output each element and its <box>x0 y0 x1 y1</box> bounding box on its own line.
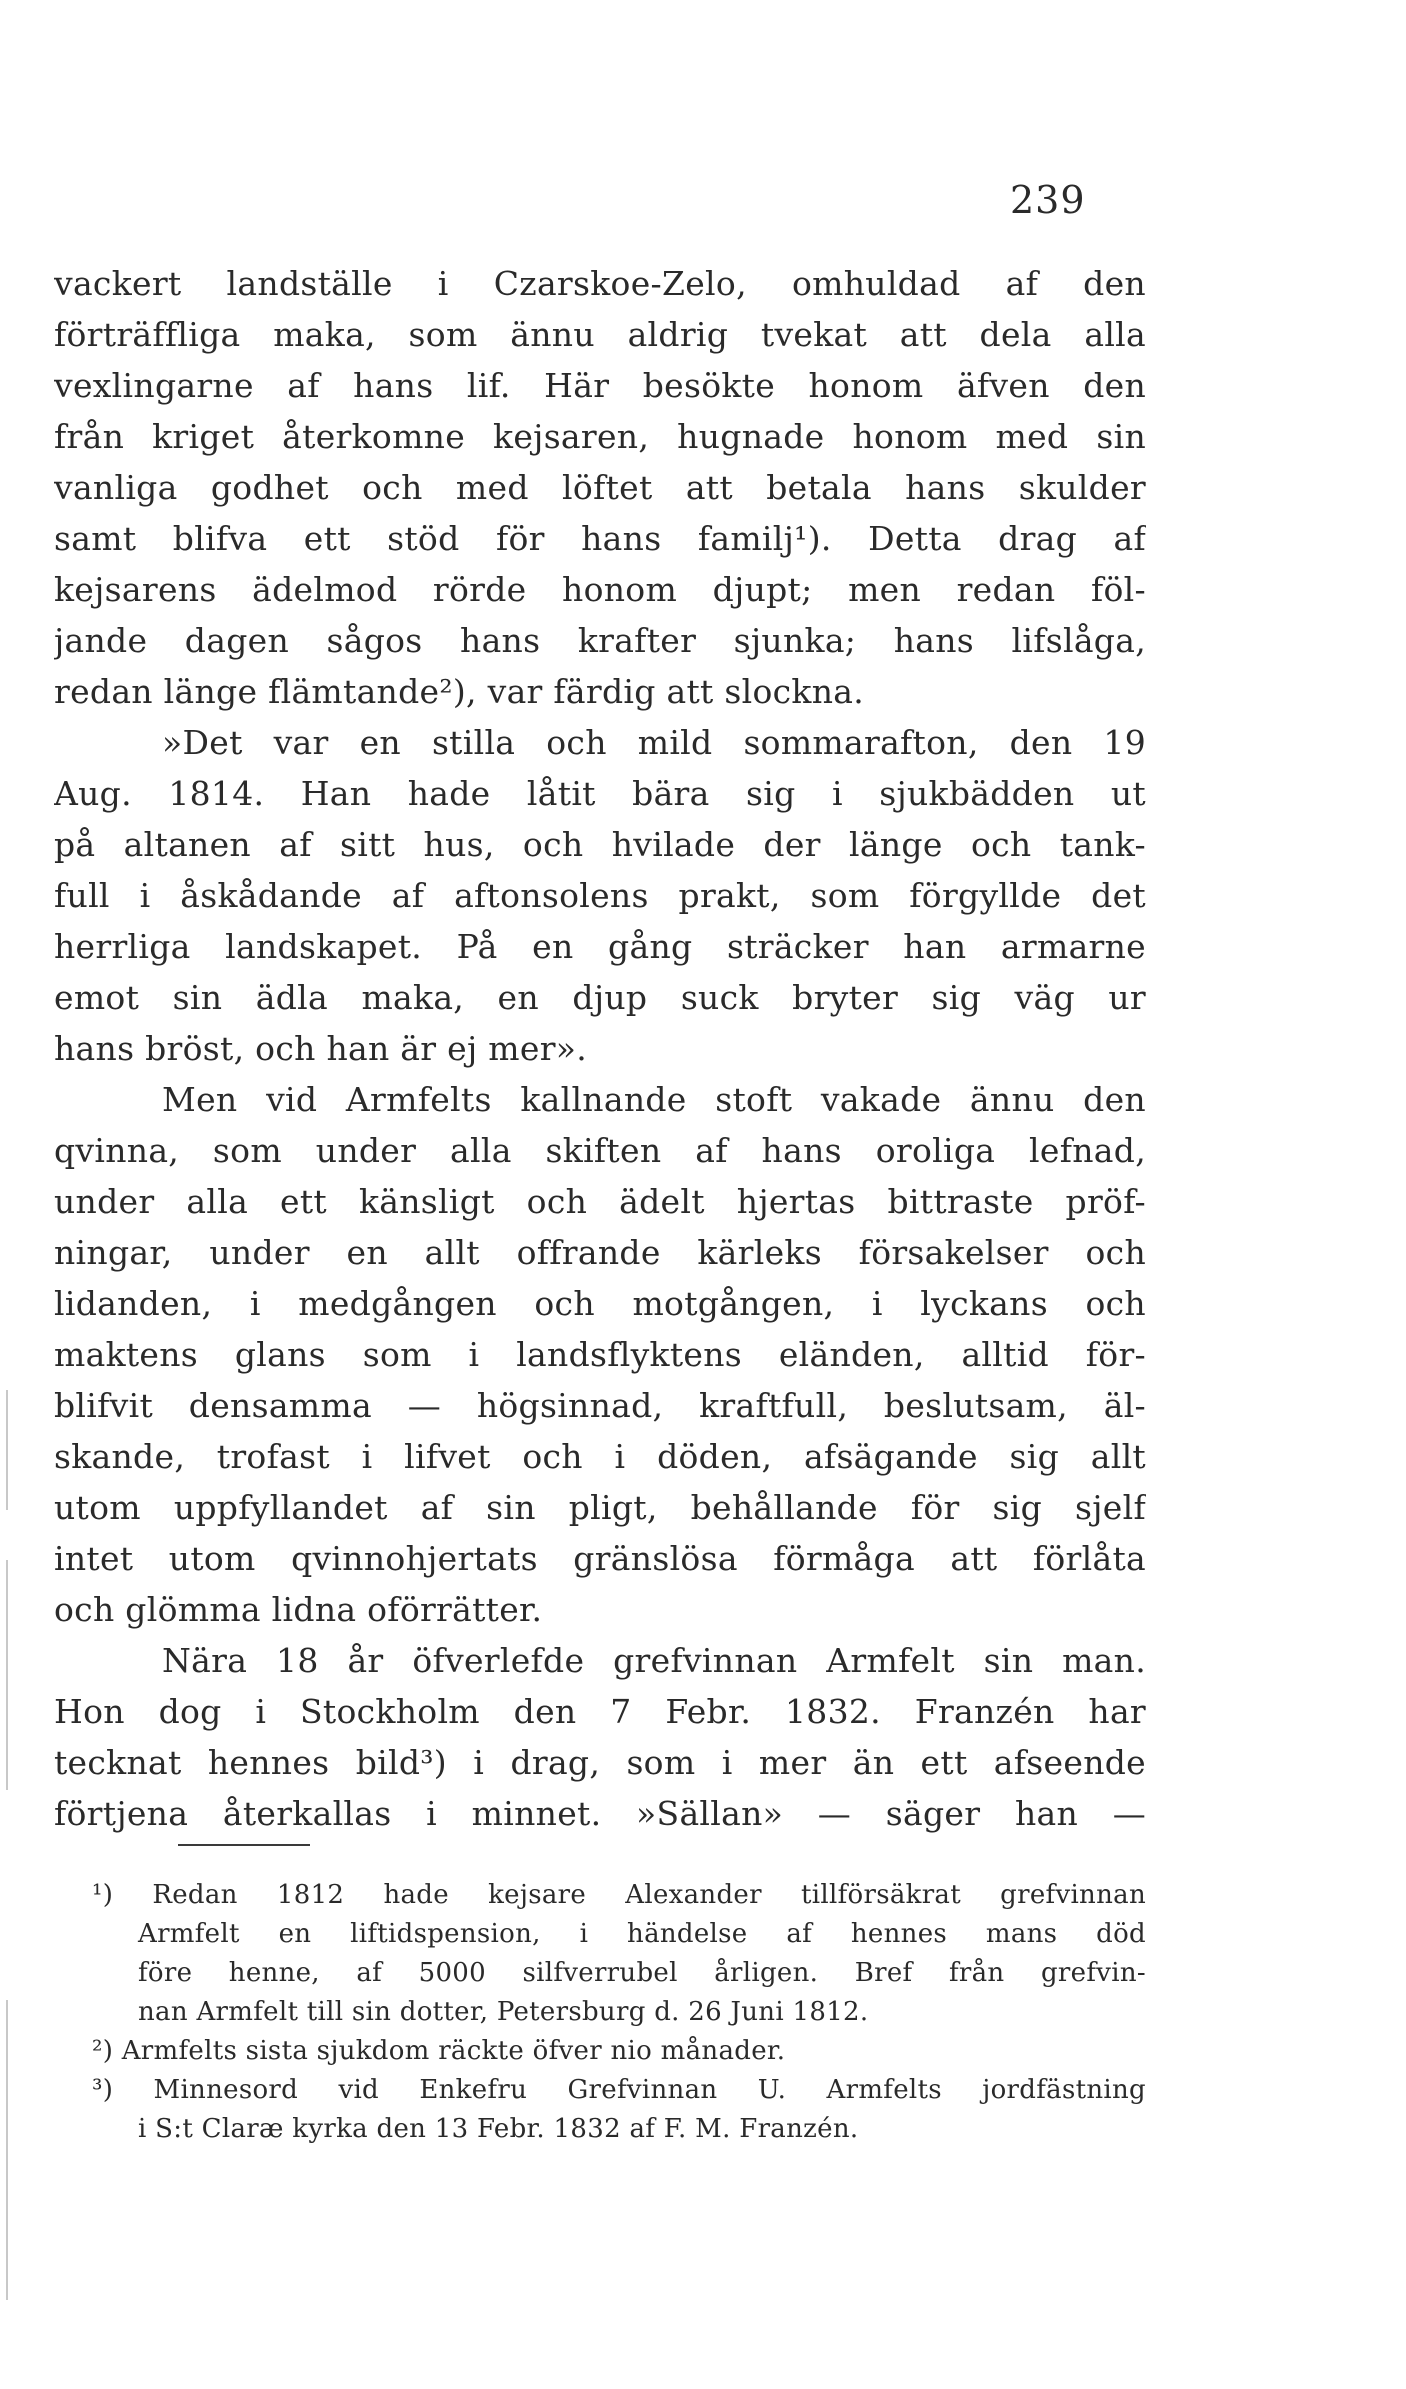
page-edge-mark <box>6 1390 8 1510</box>
text-line: från kriget återkomne kejsaren, hugnade honom med sin <box>54 417 1146 456</box>
footnote-line: ²) Armfelts sista sjukdom räckte öfver nio månader. <box>92 2036 786 2066</box>
text-line: vexlingarne af hans lif. Här besökte honom äfven den <box>54 366 1146 405</box>
text-line: och glömma lidna oförrätter. <box>54 1590 543 1629</box>
text-line: jande dagen sågos hans krafter sjunka; hans lifslåga, <box>54 621 1146 660</box>
text-line: »Det var en stilla och mild sommarafton, den 19 <box>162 723 1146 762</box>
text-line: Nära 18 år öfverlefde grefvinnan Armfelt sin man. <box>162 1641 1146 1680</box>
footnote-line: i S:t Claræ kyrka den 13 Febr. 1832 af F. M. Franzén. <box>138 2114 859 2144</box>
text-line: qvinna, som under alla skiften af hans oroliga lefnad, <box>54 1131 1146 1170</box>
text-line: redan länge flämtande²), var färdig att slockna. <box>54 672 865 711</box>
text-line: Hon dog i Stockholm den 7 Febr. 1832. Franzén har <box>54 1692 1146 1731</box>
text-line: blifvit densamma — högsinnad, kraftfull, beslutsam, äl- <box>54 1386 1146 1425</box>
text-line: kejsarens ädelmod rörde honom djupt; men redan föl- <box>54 570 1146 609</box>
text-line: Men vid Armfelts kallnande stoft vakade ännu den <box>162 1080 1146 1119</box>
text-line: skande, trofast i lifvet och i döden, afsägande sig allt <box>54 1437 1146 1476</box>
text-line: förtjena återkallas i minnet. »Sällan» — säger han — <box>54 1794 1146 1833</box>
body-text <box>54 258 1146 1839</box>
page-edge-mark <box>6 1560 8 1790</box>
footnote-line: ¹) Redan 1812 hade kejsare Alexander tillförsäkrat grefvinnan <box>92 1880 1146 1910</box>
text-line: tecknat hennes bild³) i drag, som i mer än ett afseende <box>54 1743 1146 1782</box>
footnote-line: Armfelt en liftidspension, i händelse af hennes mans död <box>138 1919 1146 1949</box>
text-line: under alla ett känsligt och ädelt hjertas bittraste pröf- <box>54 1182 1146 1221</box>
footnote-line: före henne, af 5000 silfverrubel årligen. Bref från grefvin- <box>138 1958 1146 1988</box>
text-line: samt blifva ett stöd för hans familj¹). Detta drag af <box>54 519 1146 558</box>
text-line: förträffliga maka, som ännu aldrig tvekat att dela alla <box>54 315 1146 354</box>
text-line: på altanen af sitt hus, och hvilade der länge och tank- <box>54 825 1146 864</box>
page-edge-mark <box>6 2000 8 2300</box>
text-line: maktens glans som i landsflyktens eländen, alltid för- <box>54 1335 1146 1374</box>
text-line: lidanden, i medgången och motgången, i lyckans och <box>54 1284 1146 1323</box>
text-line: utom uppfyllandet af sin pligt, behållande för sig sjelf <box>54 1488 1146 1527</box>
text-line: vanliga godhet och med löftet att betala hans skulder <box>54 468 1146 507</box>
text-line: emot sin ädla maka, en djup suck bryter sig väg ur <box>54 978 1146 1017</box>
footnote-line: ³) Minnesord vid Enkefru Grefvinnan U. Armfelts jordfästning <box>92 2075 1146 2105</box>
text-line: herrliga landskapet. På en gång sträcker han armarne <box>54 927 1146 966</box>
page-number: 239 <box>1010 178 1086 222</box>
footnotes <box>92 1876 1146 2149</box>
text-line: ningar, under en allt offrande kärleks försakelser och <box>54 1233 1146 1272</box>
text-line: vackert landställe i Czarskoe-Zelo, omhuldad af den <box>54 264 1146 303</box>
footnote-line: nan Armfelt till sin dotter, Petersburg d. 26 Juni 1812. <box>138 1997 869 2027</box>
text-line: intet utom qvinnohjertats gränslösa förmåga att förlåta <box>54 1539 1146 1578</box>
text-line: hans bröst, och han är ej mer». <box>54 1029 588 1068</box>
text-line: full i åskådande af aftonsolens prakt, som förgyllde det <box>54 876 1146 915</box>
footnote-divider <box>178 1844 310 1846</box>
text-line: Aug. 1814. Han hade låtit bära sig i sjukbädden ut <box>54 774 1146 813</box>
